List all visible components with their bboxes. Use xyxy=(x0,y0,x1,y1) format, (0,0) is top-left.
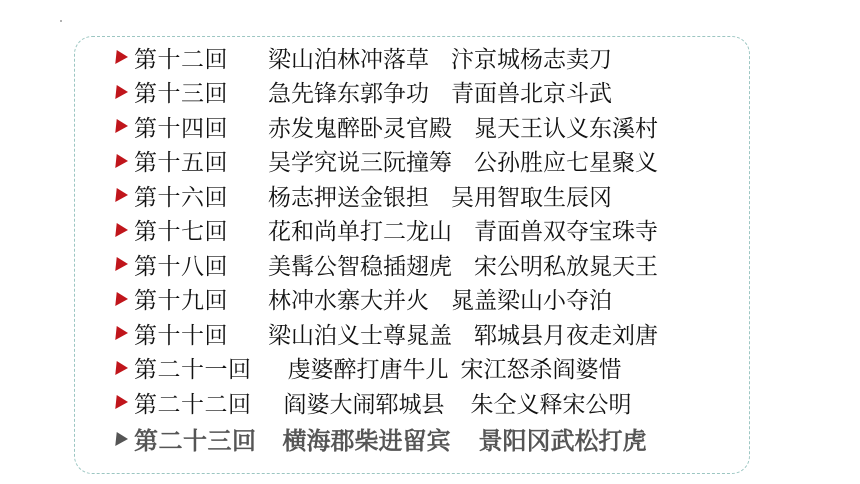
chapter-title-first-half: 虔婆醉打唐牛儿 xyxy=(287,357,449,384)
chapter-number: 第十八回 xyxy=(134,253,228,280)
chapter-title-first-half: 花和尚单打二龙山 xyxy=(268,219,452,246)
chapter-number: 第十三回 xyxy=(134,81,228,108)
chapter-number: 第十九回 xyxy=(134,288,228,315)
red-arrowhead-icon xyxy=(115,50,128,64)
chapter-title-second-half: 宋公明私放晁天王 xyxy=(474,253,658,280)
chapter-title-first-half: 杨志押送金银担 xyxy=(268,184,429,211)
chapter-item xyxy=(116,316,658,351)
chapter-title-first-half: 林冲水寨大并火 xyxy=(268,288,429,315)
chapter-title-first-half: 美髯公智稳插翅虎 xyxy=(268,253,452,280)
chapter-item xyxy=(116,385,658,420)
chapter-title-first-half: 吴学究说三阮撞筹 xyxy=(268,150,452,177)
chapter-item-current xyxy=(116,420,658,458)
chapter-number: 第二十一回 xyxy=(134,357,252,384)
red-arrowhead-icon xyxy=(115,326,128,340)
chapter-title-first-half: 阎婆大闹郓城县 xyxy=(283,391,445,418)
chapter-number: 第十二回 xyxy=(134,46,228,73)
chapter-title-second-half: 公孙胜应七星聚义 xyxy=(474,150,658,177)
chapter-item xyxy=(116,40,658,75)
chapter-title-second-half: 晁天王认义东溪村 xyxy=(474,115,658,142)
chapter-title-second-half: 郓城县月夜走刘唐 xyxy=(474,322,658,349)
chapter-title-second-half: 朱仝义释宋公明 xyxy=(470,391,632,418)
red-arrowhead-icon xyxy=(115,257,128,271)
chapter-title-first-half: 急先锋东郭争功 xyxy=(268,81,429,108)
red-arrowhead-icon xyxy=(115,85,128,99)
gray-arrowhead-icon xyxy=(115,432,128,446)
red-arrowhead-icon xyxy=(115,292,128,306)
chapter-item xyxy=(116,144,658,179)
chapter-item xyxy=(116,213,658,248)
chapter-list xyxy=(116,40,658,458)
chapter-title-second-half: 青面兽北京斗武 xyxy=(451,81,612,108)
chapter-title-second-half: 汴京城杨志卖刀 xyxy=(451,46,612,73)
chapter-title-second-half: 宋江怒杀阎婆惜 xyxy=(460,357,622,384)
chapter-number: 第二十三回 xyxy=(134,427,257,455)
chapter-item xyxy=(116,247,658,282)
decorative-dot xyxy=(60,20,62,22)
chapter-number: 第二十二回 xyxy=(134,391,252,418)
chapter-title-first-half: 赤发鬼醉卧灵官殿 xyxy=(268,115,452,142)
chapter-title-first-half: 横海郡柴进留宾 xyxy=(282,427,451,455)
chapter-title-second-half: 青面兽双夺宝珠寺 xyxy=(474,219,658,246)
chapter-title-first-half: 梁山泊林冲落草 xyxy=(268,46,429,73)
red-arrowhead-icon xyxy=(115,223,128,237)
chapter-number: 第十七回 xyxy=(134,219,228,246)
chapter-number: 第十十回 xyxy=(134,322,228,349)
chapter-item xyxy=(116,282,658,317)
red-arrowhead-icon xyxy=(115,361,128,375)
chapter-title-second-half: 晁盖梁山小夺泊 xyxy=(451,288,612,315)
chapter-title-second-half: 景阳冈武松打虎 xyxy=(478,427,647,455)
chapter-item xyxy=(116,351,658,386)
chapter-item xyxy=(116,75,658,110)
chapter-number: 第十五回 xyxy=(134,150,228,177)
chapter-number: 第十六回 xyxy=(134,184,228,211)
red-arrowhead-icon xyxy=(115,119,128,133)
chapter-title-first-half: 梁山泊义士尊晁盖 xyxy=(268,322,452,349)
chapter-number: 第十四回 xyxy=(134,115,228,142)
chapter-title-second-half: 吴用智取生辰冈 xyxy=(451,184,612,211)
red-arrowhead-icon xyxy=(115,188,128,202)
chapter-item xyxy=(116,178,658,213)
red-arrowhead-icon xyxy=(115,395,128,409)
red-arrowhead-icon xyxy=(115,154,128,168)
chapter-item xyxy=(116,109,658,144)
